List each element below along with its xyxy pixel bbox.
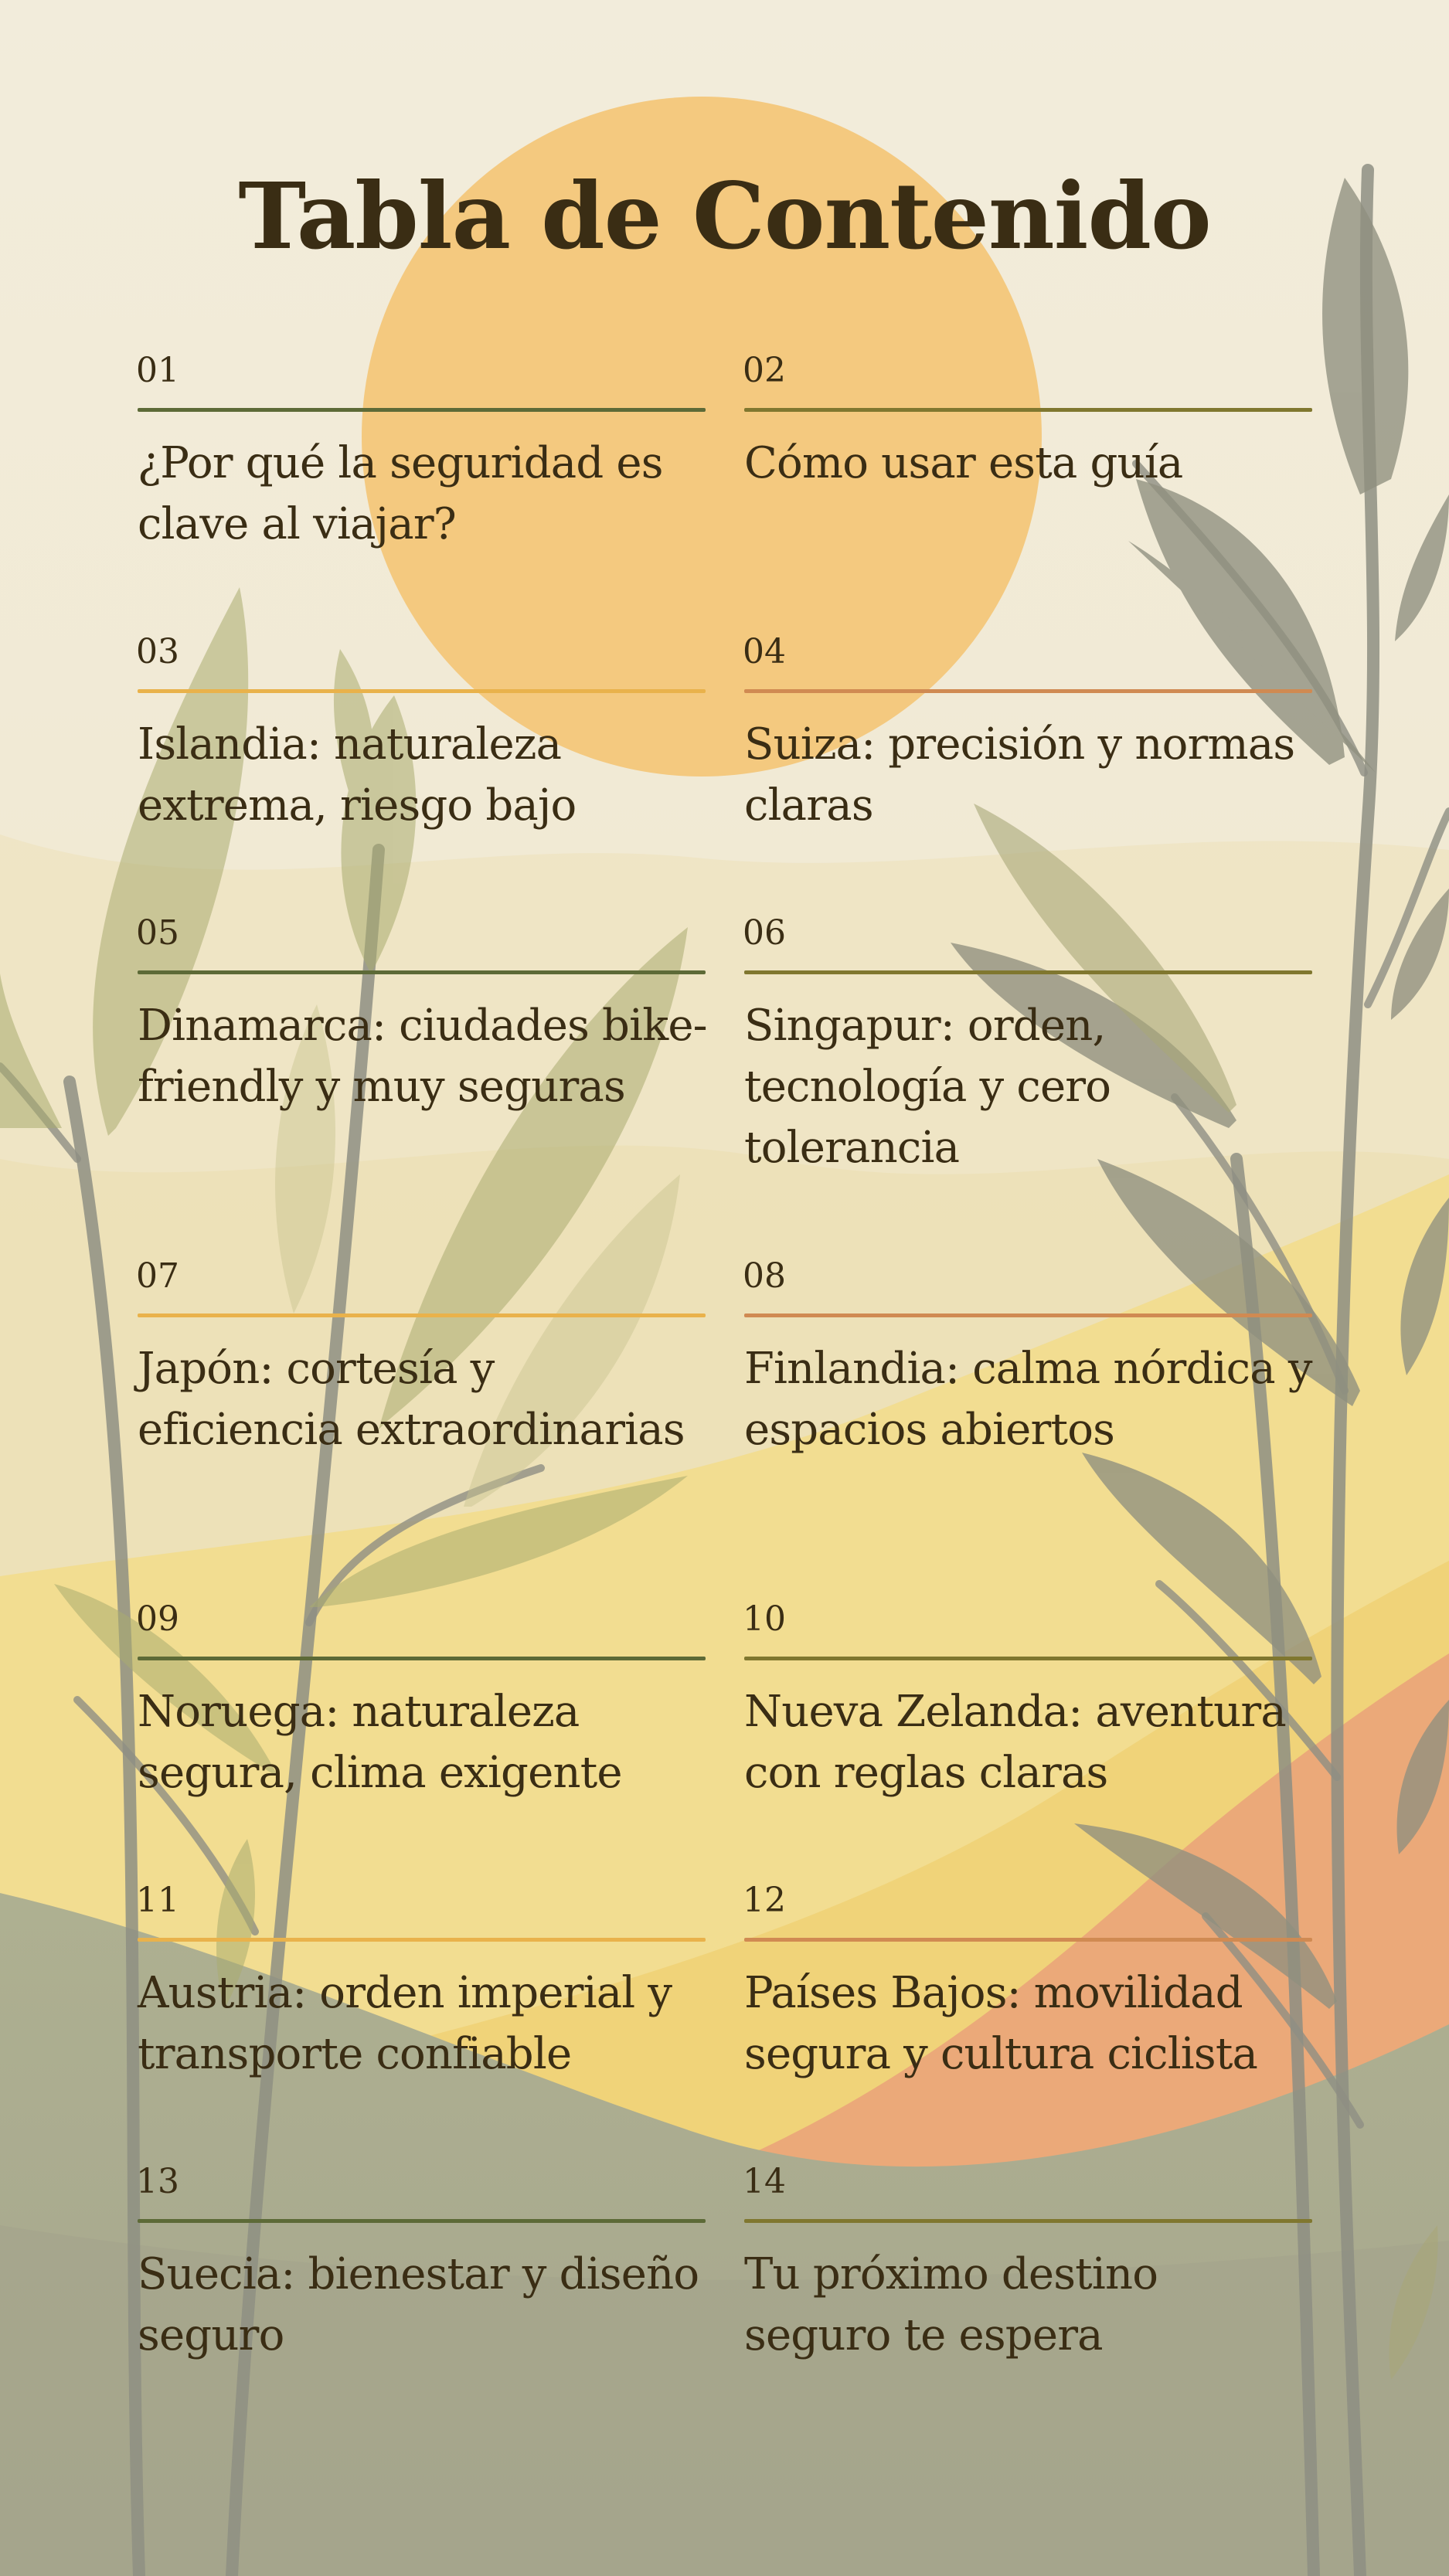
page-title: Tabla de Contenido: [238, 162, 1211, 270]
toc-entry-divider: [744, 1313, 1312, 1317]
toc-entry-number: 04: [743, 632, 786, 671]
toc-entry-divider: [744, 1938, 1312, 1942]
toc-entry-number: 05: [136, 913, 179, 953]
toc-entry-divider: [744, 2219, 1312, 2223]
toc-entry-number: 06: [743, 913, 786, 953]
toc-entry-number: 10: [743, 1599, 786, 1639]
toc-entry-divider: [138, 1313, 706, 1317]
toc-entry-number: 11: [136, 1881, 179, 1920]
toc-entry-number: 12: [743, 1881, 786, 1920]
toc-entry-title: Noruega: naturaleza segura, clima exigente: [138, 1687, 622, 1798]
toc-entry-title: ¿Por qué la seguridad es clave al viajar?: [138, 438, 663, 549]
toc-entry-divider: [744, 689, 1312, 693]
toc-entry-divider: [138, 408, 706, 412]
toc-entry-title: Nueva Zelanda: aventura con reglas claras: [744, 1687, 1286, 1798]
toc-entry-divider: [744, 408, 1312, 412]
toc-entry-title: Tu próximo destino seguro te espera: [744, 2249, 1158, 2360]
toc-entry-divider: [138, 1938, 706, 1942]
toc-entry-divider: [744, 1657, 1312, 1660]
toc-entry-number: 03: [136, 632, 179, 671]
toc-entry-title: Suecia: bienestar y diseño seguro: [138, 2249, 699, 2360]
toc-entry-title: Singapur: orden, tecnología y cero tolerancia: [744, 1001, 1111, 1173]
toc-entry-title: Países Bajos: movilidad segura y cultura ciclista: [744, 1968, 1258, 2079]
toc-entry-divider: [744, 970, 1312, 974]
toc-entry-divider: [138, 689, 706, 693]
toc-entry-divider: [138, 970, 706, 974]
toc-entry-number: 01: [136, 351, 179, 390]
toc-entry-number: 08: [743, 1256, 786, 1296]
toc-entry-number: 14: [743, 2162, 786, 2201]
toc-entry-title: Austria: orden imperial y transporte confiable: [138, 1968, 672, 2079]
toc-entry-title: Dinamarca: ciudades bike-friendly y muy seguras: [138, 1001, 707, 1112]
toc-entry-divider: [138, 2219, 706, 2223]
toc-entry-title: Cómo usar esta guía: [744, 438, 1183, 488]
toc-entry-title: Suiza: precisión y normas claras: [744, 719, 1295, 831]
toc-entry-number: 09: [136, 1599, 179, 1639]
toc-entry-title: Islandia: naturaleza extrema, riesgo bajo: [138, 719, 577, 831]
toc-entry-number: 07: [136, 1256, 179, 1296]
toc-entry-number: 02: [743, 351, 786, 390]
toc-entry-title: Finlandia: calma nórdica y espacios abiertos: [744, 1344, 1312, 1455]
toc-entry-title: Japón: cortesía y eficiencia extraordinarias: [138, 1344, 685, 1455]
toc-entry-divider: [138, 1657, 706, 1660]
toc-entry-number: 13: [136, 2162, 179, 2201]
